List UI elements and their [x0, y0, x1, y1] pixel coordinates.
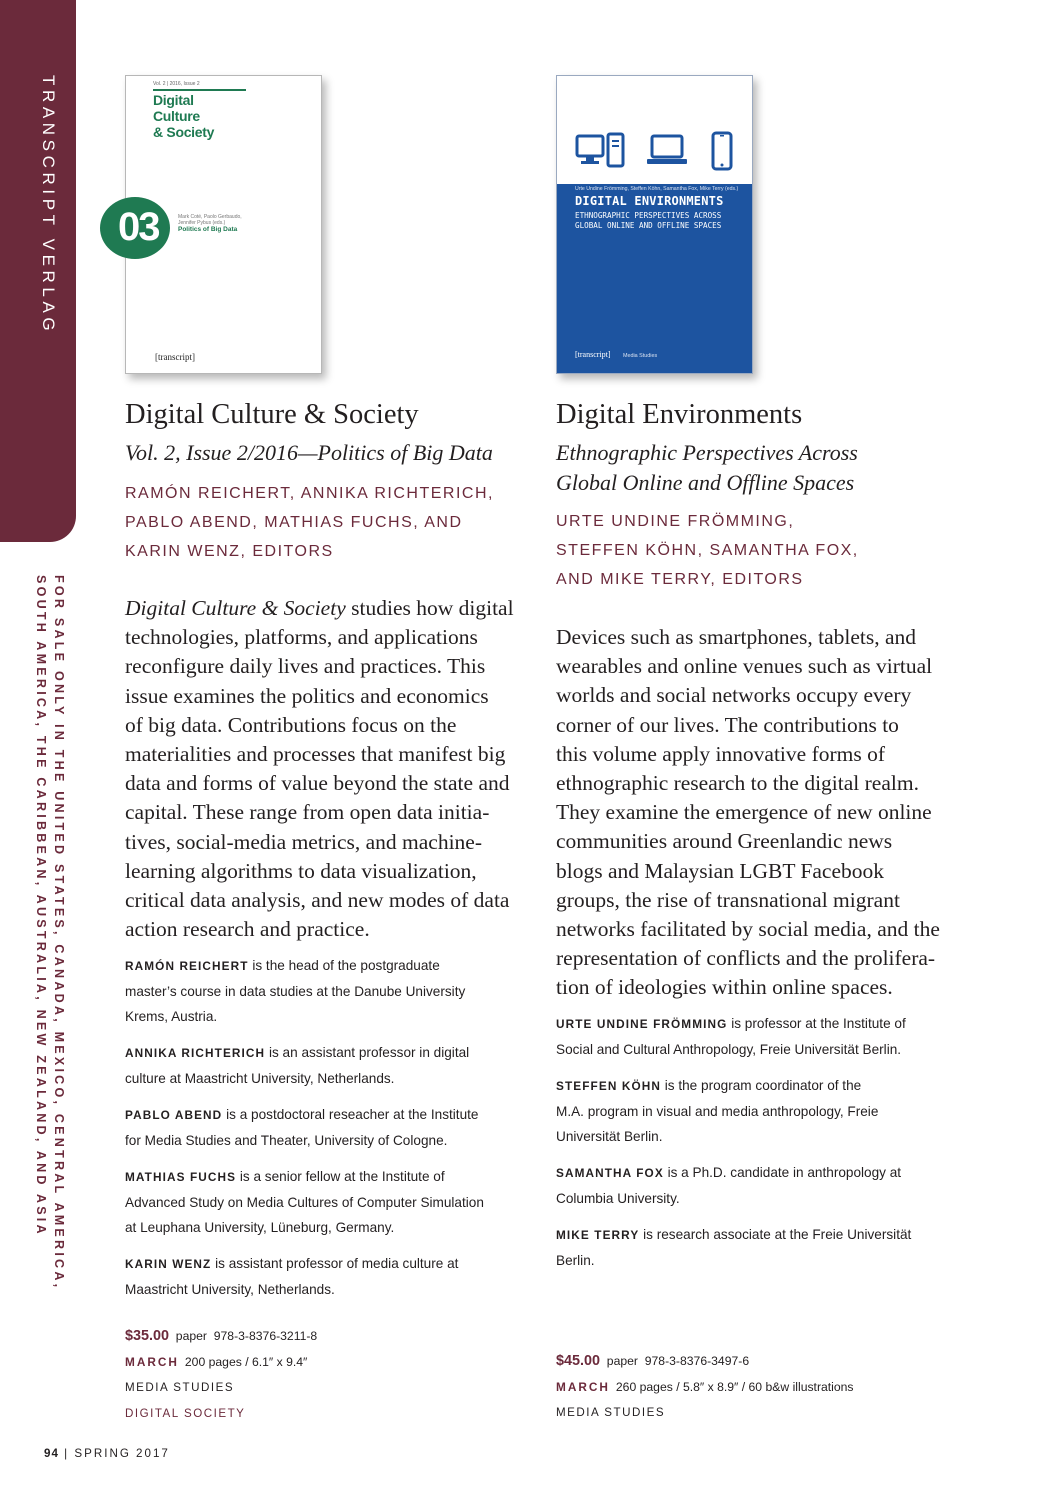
- description-line: tives, social-media metrics, and machine-: [125, 829, 483, 854]
- description-line: learning algorithms to data visualization,: [125, 858, 477, 883]
- bio-text: is the head of the postgraduate: [252, 958, 440, 973]
- isbn: 978-3-8376-3211-8: [213, 1329, 318, 1343]
- editors-line: URTE UNDINE FRÖMMING,: [556, 513, 795, 530]
- bio-line: Universität Berlin.: [556, 1129, 663, 1144]
- editor-bios: [125, 953, 525, 1313]
- format: paper: [606, 1354, 638, 1368]
- bio-name: SAMANTHA FOX: [556, 1166, 664, 1180]
- pricing-block: [125, 1324, 317, 1426]
- cover-authors: Urte Undine Frömming, Steffen Köhn, Samantha Fox, Mike Terry (eds.): [575, 186, 739, 192]
- book-description: [556, 623, 976, 1003]
- description-line: issue examines the politics and economics: [125, 683, 489, 708]
- bio-line: Krems, Austria.: [125, 1009, 218, 1024]
- laptop-icon: [646, 132, 688, 170]
- description-line: networks facilitated by social media, and the: [556, 917, 940, 942]
- publisher-side-tab: [0, 0, 76, 542]
- cover-editors: [178, 214, 258, 226]
- bio-line: [125, 1251, 525, 1277]
- category-tag: MEDIA STUDIES: [125, 1381, 235, 1394]
- editors-line: KARIN WENZ, EDITORS: [125, 543, 334, 560]
- sale-note-line-1: FOR SALE ONLY IN THE UNITED STATES, CANADA, MEXICO, CENTRAL AMERICA,: [52, 575, 66, 1291]
- bio-line: Berlin.: [556, 1253, 595, 1268]
- publisher-logo: [transcript]: [155, 352, 195, 362]
- bio-line: Advanced Study on Media Cultures of Computer Simulation: [125, 1195, 484, 1210]
- book-subtitle: [556, 438, 976, 498]
- bio-text: is professor at the Institute of: [731, 1016, 906, 1031]
- description-line: of big data. Contributions focus on the: [125, 712, 457, 737]
- cover-issue-number: 03: [118, 205, 159, 249]
- bio-line: [125, 953, 525, 979]
- description-line: They examine the emergence of new online: [556, 800, 932, 825]
- description-line: corner of our lives. The contributions to: [556, 712, 899, 737]
- cover-issue-title: Politics of Big Data: [178, 226, 238, 233]
- bio-line: culture at Maastricht University, Netherlands.: [125, 1071, 395, 1086]
- editor-bio: [556, 1073, 956, 1149]
- editors-line: STEFFEN KÖHN, SAMANTHA FOX,: [556, 542, 859, 559]
- book-subtitle: [125, 438, 545, 468]
- description-line: Devices such as smartphones, tablets, and: [556, 625, 917, 649]
- bio-line: [125, 1102, 525, 1128]
- publication-line: [556, 1375, 854, 1401]
- description-line: representation of conflicts and the prolifera-: [556, 946, 936, 971]
- book-title: Digital Environments: [556, 399, 803, 430]
- description-line: worlds and social networks occupy every: [556, 683, 912, 708]
- sale-restriction-note: [32, 575, 68, 1290]
- desktop-computer-icon: [575, 132, 627, 170]
- description-line: reconfigure daily lives and practices. This: [125, 654, 486, 679]
- cover-title: [153, 92, 214, 140]
- description-line: technologies, platforms, and applications: [125, 625, 478, 650]
- isbn: 978-3-8376-3497-6: [644, 1354, 750, 1368]
- publication-line: [125, 1350, 317, 1376]
- book-editors: [556, 507, 976, 594]
- book-editors: [125, 479, 545, 566]
- bio-name: MATHIAS FUCHS: [125, 1170, 237, 1184]
- bio-line: Social and Cultural Anthropology, Freie Universität Berlin.: [556, 1042, 902, 1057]
- description-line: tion of ideologies within online spaces.: [556, 975, 893, 1000]
- editors-line: PABLO ABEND, MATHIAS FUCHS, AND: [125, 514, 463, 531]
- journal-title-em: Digital Culture & Society: [125, 596, 346, 620]
- bio-name: ANNIKA RICHTERICH: [125, 1046, 266, 1060]
- publication-month: MARCH: [556, 1379, 610, 1394]
- bio-line: Maastricht University, Netherlands.: [125, 1282, 335, 1297]
- cover-subtitle-line: ETHNOGRAPHIC PERSPECTIVES ACROSS: [575, 211, 722, 220]
- bio-text: is assistant professor of media culture at: [215, 1256, 459, 1271]
- book-specs: 200 pages / 6.1″ x 9.4″: [184, 1354, 308, 1369]
- description-line: blogs and Malaysian LGBT Facebook: [556, 858, 885, 883]
- editor-bio: [125, 1164, 525, 1240]
- bio-name: RAMÓN REICHERT: [125, 959, 249, 973]
- price-line: [556, 1349, 854, 1375]
- description-line: ethnographic research to the digital realm.: [556, 771, 919, 796]
- format: paper: [175, 1329, 207, 1343]
- category-tag: DIGITAL SOCIETY: [125, 1406, 246, 1420]
- page-number: 94: [44, 1447, 59, 1460]
- footer-season: SPRING 2017: [74, 1447, 170, 1460]
- description-line: critical data analysis, and new modes of data: [125, 888, 510, 913]
- editor-bio: [125, 1040, 525, 1091]
- book-cover: [118, 75, 322, 374]
- category-tag: MEDIA STUDIES: [556, 1406, 666, 1419]
- editor-bio: [125, 1251, 525, 1302]
- editor-bio: [556, 1160, 956, 1211]
- description-line: [125, 594, 545, 623]
- price: $45.00: [556, 1353, 601, 1369]
- description-line: communities around Greenlandic news: [556, 829, 893, 854]
- bio-name: KARIN WENZ: [125, 1257, 212, 1271]
- editor-bios: [556, 1011, 956, 1284]
- sale-note-line-2: SOUTH AMERICA, THE CARIBBEAN, AUSTRALIA, NEW ZEALAND, AND ASIA: [34, 575, 48, 1237]
- price-line: [125, 1324, 317, 1350]
- bio-line: Columbia University.: [556, 1191, 680, 1206]
- editor-bio: [556, 1011, 956, 1062]
- publication-month: MARCH: [125, 1354, 179, 1369]
- book-specs: 260 pages / 5.8″ x 8.9″ / 60 b&w illustrations: [615, 1379, 854, 1394]
- bio-line: [556, 1222, 956, 1248]
- cover-editors-line: Jennifer Pybus (eds.): [178, 220, 226, 226]
- bio-line: M.A. program in visual and media anthropology, Freie: [556, 1104, 879, 1119]
- book-title: Digital Culture & Society: [125, 399, 419, 430]
- footer-separator: |: [64, 1447, 70, 1460]
- cover-title: DIGITAL ENVIRONMENTS: [575, 194, 724, 208]
- editor-bio: [125, 1102, 525, 1153]
- description-line: data and forms of value beyond the state and: [125, 771, 510, 796]
- cover-volume-meta: Vol. 2 | 2016, Issue 2: [153, 81, 200, 87]
- bio-text: is a Ph.D. candidate in anthropology at: [667, 1165, 902, 1180]
- editor-bio: [125, 953, 525, 1029]
- bio-name: STEFFEN KÖHN: [556, 1079, 661, 1093]
- editors-line: AND MIKE TERRY, EDITORS: [556, 571, 804, 588]
- cover-title-line: Culture: [153, 108, 200, 124]
- editor-bio: [556, 1222, 956, 1273]
- cover-subtitle-line: GLOBAL ONLINE AND OFFLINE SPACES: [575, 221, 722, 230]
- book-subtitle-line: Vol. 2, Issue 2/2016—Politics of Big Data: [125, 440, 493, 465]
- description-line: materialities and processes that manifest big: [125, 742, 506, 767]
- book-cover: [556, 75, 753, 374]
- description-line: action research and practice.: [125, 917, 370, 942]
- bio-text: is a postdoctoral reseacher at the Institute: [226, 1107, 479, 1122]
- description-text: studies how digital: [351, 596, 514, 620]
- bio-name: PABLO ABEND: [125, 1108, 223, 1122]
- cover-series: Media Studies: [623, 353, 658, 359]
- smartphone-icon: [710, 132, 734, 172]
- bio-text: is research associate at the Freie Universität: [643, 1227, 912, 1242]
- book-subtitle-line: Ethnographic Perspectives Across: [556, 440, 858, 465]
- book-subtitle-line: Global Online and Offline Spaces: [556, 470, 855, 495]
- bio-name: MIKE TERRY: [556, 1228, 640, 1242]
- bio-line: master’s course in data studies at the Danube University: [125, 984, 466, 999]
- pricing-block: [556, 1349, 854, 1426]
- bio-line: [556, 1160, 956, 1186]
- page-footer: [44, 1447, 170, 1460]
- description-line: this volume apply innovative forms of: [556, 741, 886, 766]
- cover-rule: [153, 89, 246, 91]
- bio-text: is the program coordinator of the: [664, 1078, 862, 1093]
- publisher-name: TRANSCRIPT VERLAG: [39, 75, 58, 336]
- editors-line: RAMÓN REICHERT, ANNIKA RICHTERICH,: [125, 485, 494, 502]
- bio-line: for Media Studies and Theater, University of Cologne.: [125, 1133, 448, 1148]
- bio-name: URTE UNDINE FRÖMMING: [556, 1017, 728, 1031]
- description-line: capital. These range from open data initia-: [125, 800, 490, 825]
- price: $35.00: [125, 1328, 170, 1344]
- publisher-logo: [transcript]: [575, 350, 611, 359]
- cover-subtitle: [575, 211, 721, 231]
- description-line: groups, the rise of transnational migrant: [556, 887, 900, 912]
- bio-line: [556, 1073, 956, 1099]
- bio-line: at Leuphana University, Lüneburg, Germany.: [125, 1220, 395, 1235]
- cover-editors-line: Mark Coté, Paolo Gerbaudo,: [178, 214, 242, 220]
- bio-text: is an assistant professor in digital: [268, 1045, 470, 1060]
- bio-line: [125, 1164, 525, 1190]
- cover-title-line: & Society: [153, 124, 215, 140]
- description-line: wearables and online venues such as virtual: [556, 654, 933, 679]
- cover-title-line: Digital: [153, 92, 194, 108]
- bio-text: is a senior fellow at the Institute of: [239, 1169, 445, 1184]
- bio-line: [556, 1011, 956, 1037]
- bio-line: [125, 1040, 525, 1066]
- book-description: [125, 594, 545, 944]
